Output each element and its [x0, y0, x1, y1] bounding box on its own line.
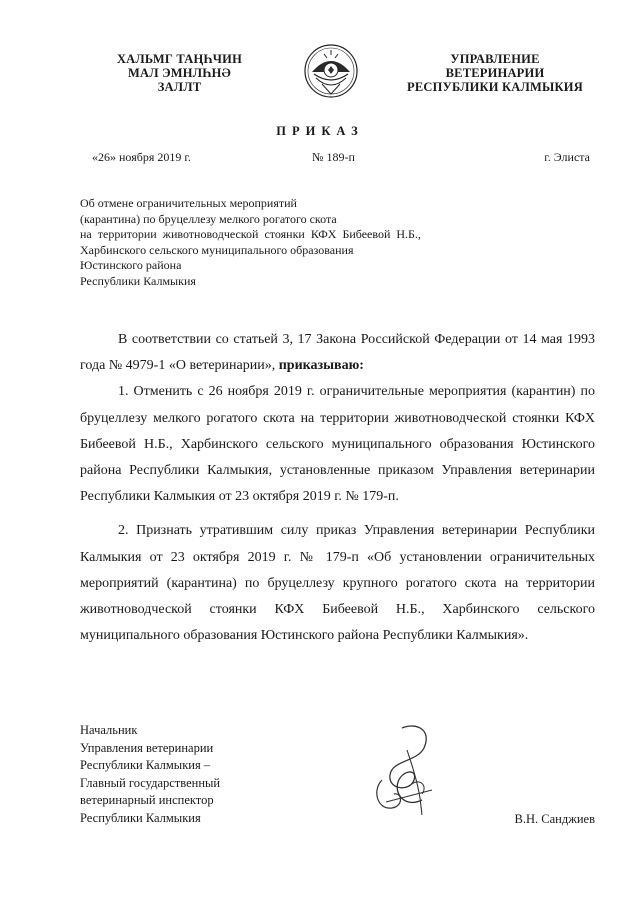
body-intro-bold: приказываю:: [278, 358, 364, 374]
position-line-5: ветеринарный инспектор: [80, 793, 214, 808]
signature-position: [80, 722, 220, 828]
position-line-2: Управления ветеринарии: [80, 740, 214, 755]
position-line-4: Главный государственный: [80, 775, 221, 790]
subject-line-4: Харбинского сельского муниципального образования: [80, 242, 354, 257]
position-line-3: Республики Калмыкия –: [80, 758, 211, 773]
order-date: «26» ноября 2019 г.: [92, 150, 191, 164]
subject-line-1: Об отмене ограничительных мероприятий: [80, 196, 297, 210]
signer-name: В.Н. Санджиев: [514, 812, 595, 826]
header-left-kalmyk: [92, 52, 267, 94]
kalmykia-emblem-icon: [302, 42, 360, 100]
body-item-1: 1. Отменить с 26 ноября 2019 г. ограничительные мероприятия (карантин) по бруцеллезу мелкого рогатого скота на территории животноводческой стоянки КФХ Бибеевой Н.Б., Харбинского сельского муниципального образования Юстинского района Республики Калмыкия, установленные приказом Управления ветеринарии Республики Калмыкия от 23 октября 2019 г. № 179-п.: [80, 384, 595, 505]
order-city: г. Элиста: [544, 150, 590, 164]
subject-line-5: Юстинского района: [80, 258, 182, 272]
body-intro-paragraph: [80, 327, 595, 379]
body-intro-text: В соответствии со статьей 3, 17 Закона Российской Федерации от 14 мая 1993 года № 4979-1 «О ветеринарии»,: [80, 332, 595, 374]
header-right-line-2: ВЕТЕРИНАРИИ: [445, 66, 545, 80]
order-body: [80, 327, 595, 649]
subject-line-6: Республики Калмыкия: [80, 273, 196, 288]
header-right-line-3: РЕСПУБЛИКИ КАЛМЫКИЯ: [407, 80, 583, 94]
handwritten-signature-icon: [362, 720, 442, 825]
header-left-line-1: ХАЛЬМГ ТАҢҺЧИН: [116, 52, 243, 66]
position-line-6: Республики Калмыкия: [80, 810, 201, 825]
body-item-2: 2. Признать утратившим силу приказ Управления ветеринарии Республики Калмыкия от 23 октября 2019 г. № 179-п «Об установлении ограничительных мероприятий (карантина) по бруцеллезу крупного рогатого скота на территории животноводческой стоянки КФХ Бибеевой Н.Б., Харбинского сельского муниципального образования Юстинского района Республики Калмыкия».: [80, 523, 595, 644]
header-right-russian: [395, 52, 595, 94]
position-line-1: Начальник: [80, 723, 138, 737]
order-title: ПРИКАЗ: [276, 124, 364, 138]
header-right-line-1: УПРАВЛЕНИЕ: [450, 52, 540, 66]
order-number: № 189-п: [312, 150, 355, 164]
header-left-line-3: ЗАЛЛТ: [157, 80, 202, 94]
subject-line-2: (карантина) по бруцеллезу мелкого рогатого скота: [80, 211, 337, 226]
subject-line-3: на территории животноводческой стоянки КФХ Бибеевой Н.Б.,: [80, 227, 421, 241]
header-left-line-2: МАЛ ЭМНЛҺНӘ: [128, 66, 231, 80]
order-subject: [80, 196, 421, 289]
